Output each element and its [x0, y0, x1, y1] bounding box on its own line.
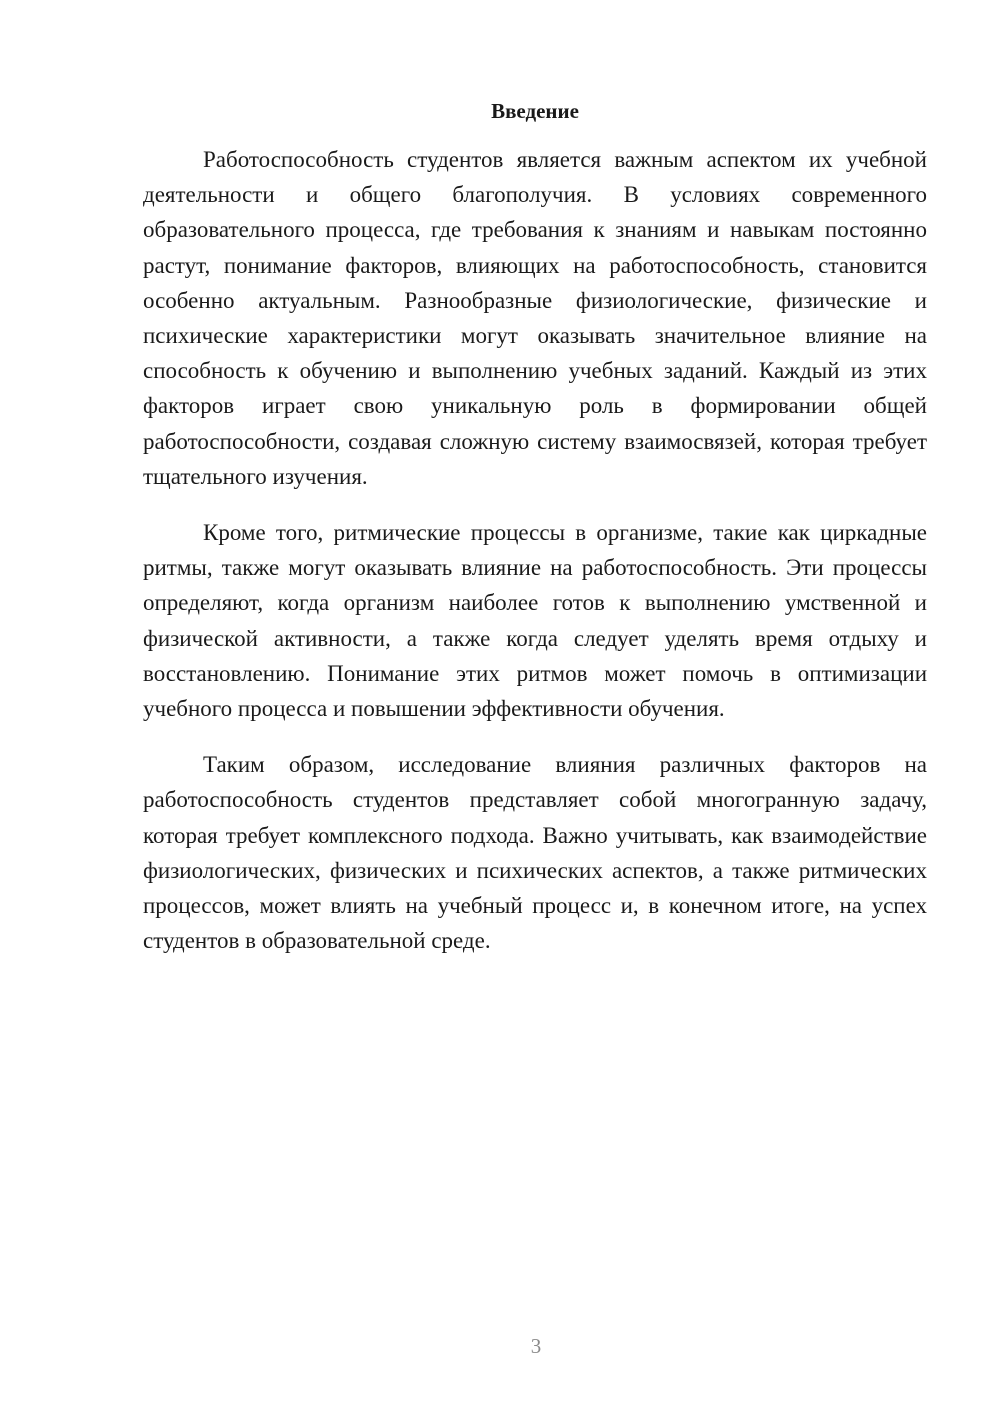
page-number: 3: [530, 1334, 542, 1358]
body-text: [143, 142, 927, 979]
page-title: Введение: [491, 99, 579, 123]
paragraph-2: Кроме того, ритмические процессы в организме, такие как циркадные ритмы, также могут оказывать влияние на работоспособность. Эти процессы определяют, когда организм наиболее готов к выполнению умственной и физической активности, а также когда следует уделять время отдыху и восстановлению. Понимание этих ритмов может помочь в оптимизации учебного процесса и повышении эффективности обучения.: [143, 520, 927, 722]
paragraph-1: Работоспособность студентов является важным аспектом их учебной деятельности и общего благополучия. В условиях современного образовательного процесса, где требования к знаниям и навыкам постоянно растут, понимание факторов, влияющих на работоспособность, становится особенно актуальным. Разнообразные физиологические, физические и психические характеристики могут оказывать значительное влияние на способность к обучению и выполнению учебных заданий. Каждый из этих факторов играет свою уникальную роль в формировании общей работоспособности, создавая сложную систему взаимосвязей, которая требует тщательного изучения.: [143, 147, 927, 489]
paragraph-3: Таким образом, исследование влияния различных факторов на работоспособность студентов представляет собой многогранную задачу, которая требует комплексного подхода. Важно учитывать, как взаимодействие физиологических, физических и психических аспектов, а также ритмических процессов, может влиять на учебный процесс и, в конечном итоге, на успех студентов в образовательной среде.: [143, 752, 927, 954]
